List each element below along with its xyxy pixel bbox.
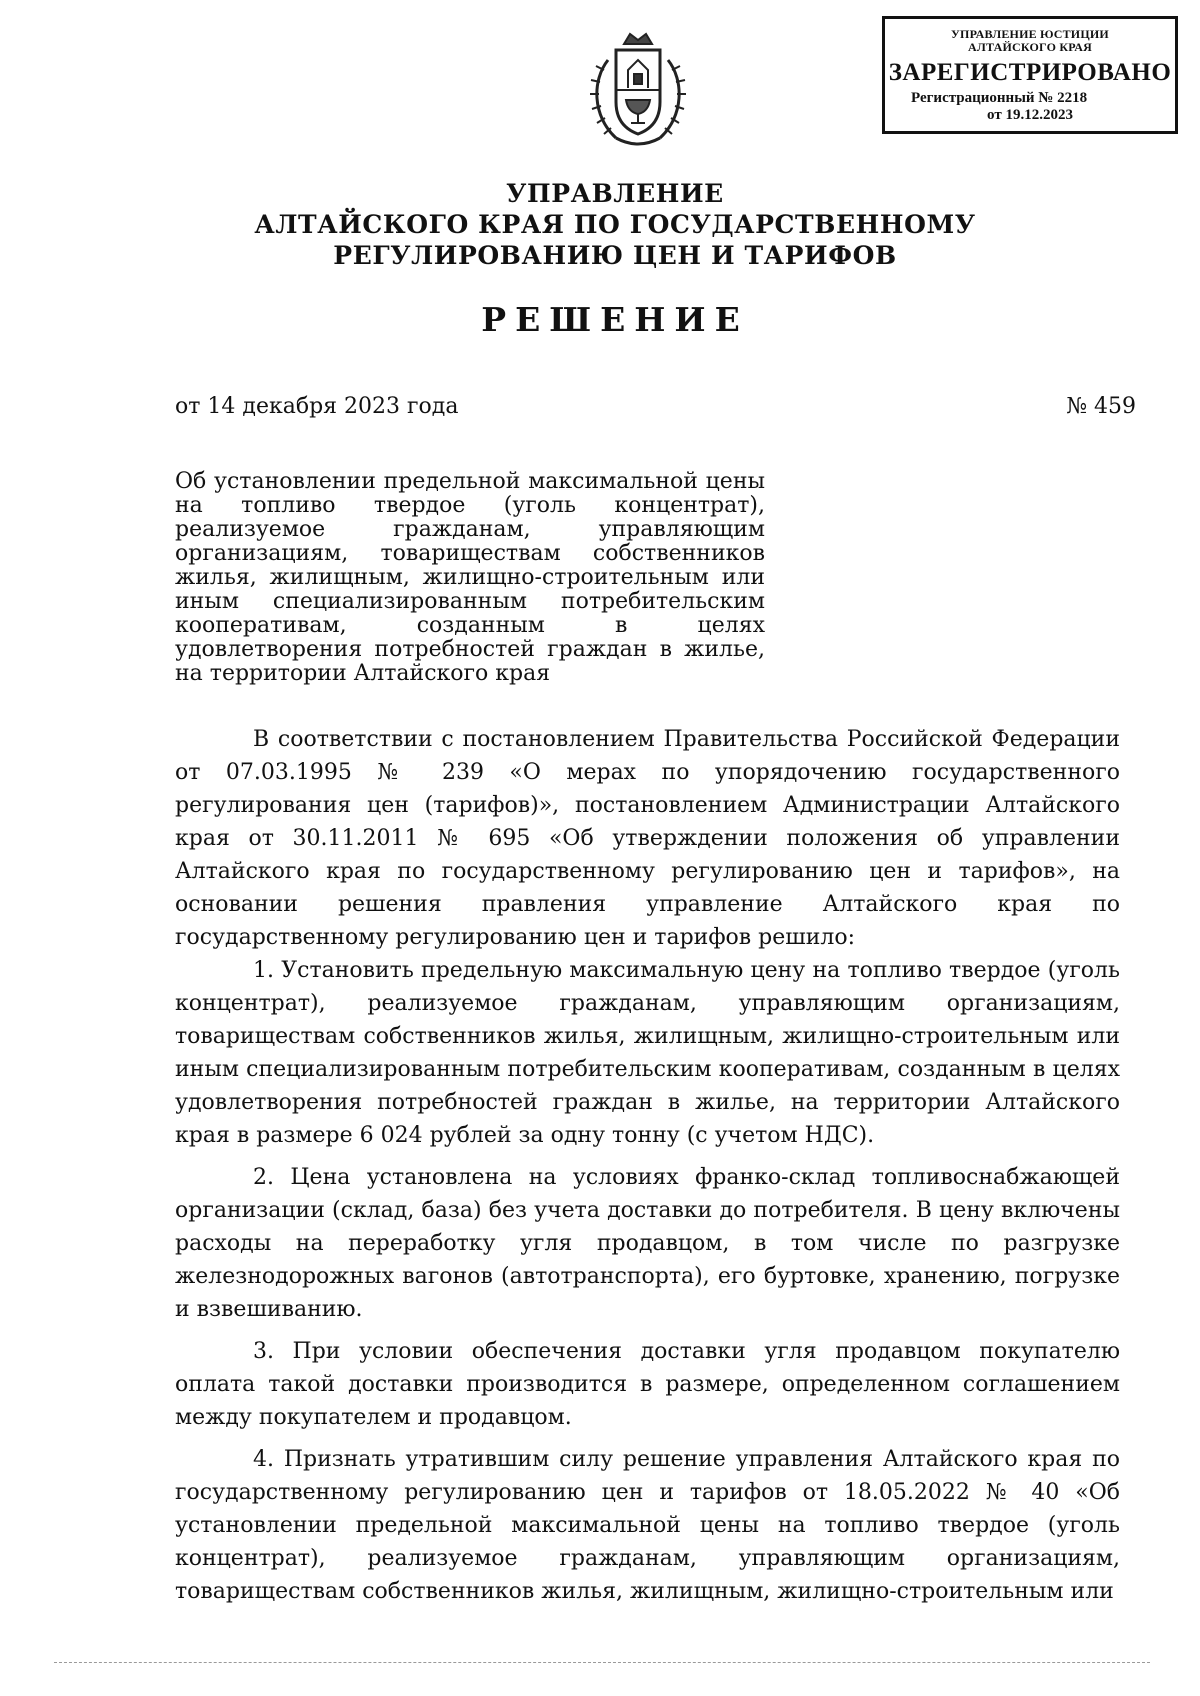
registration-stamp <box>882 16 1178 134</box>
item-1-paragraph: 1. Установить предельную максимальную цену на топливо твердое (уголь концентрат), реализуемое гражданам, управляющим организациям, товариществам собственников жилья, жилищным, жилищно-строительным или иным специализированным потребительским кооперативам, созданным в целях удовлетворения потребностей граждан в жилье, на территории Алтайского края в размере 6 024 рублей за одну тонну (с учетом НДС). <box>175 958 1120 1148</box>
coat-of-arms-icon <box>586 30 690 154</box>
item-4-paragraph: 4. Признать утратившим силу решение управления Алтайского края по государственному регулированию цен и тарифов от 18.05.2022 № 40 «Об установлении предельной максимальной цены на топливо твердое (уголь концентрат), реализуемое гражданам, управляющим организациям, товариществам собственников жилья, жилищным, жилищно-строительным или <box>175 1447 1120 1604</box>
document-type: РЕШЕНИЕ <box>481 300 749 339</box>
document-number: № 459 <box>1066 394 1136 419</box>
scan-edge-divider <box>54 1662 1150 1663</box>
preamble-paragraph: В соответствии с постановлением Правительства Российской Федерации от 07.03.1995 № 239 «О мерах по упорядочению государственного регулирования цен (тарифов)», постановлением Администрации Алтайского края от 30.11.2011 № 695 «Об утверждении положения об управлении Алтайского края по государственному регулированию цен и тарифов», на основании решения правления управление Алтайского края по государственному регулированию цен и тарифов решило: <box>175 727 1120 950</box>
stamp-date: от 19.12.2023 <box>987 107 1073 123</box>
item-2-paragraph: 2. Цена установлена на условиях франко-склад топливоснабжающей организации (склад, база) без учета доставки до потребителя. В цену включены расходы на переработку угля продавцом, в том числе по разгрузке железнодорожных вагонов (автотранспорта), его буртовке, хранению, погрузке и взвешиванию. <box>175 1165 1120 1322</box>
document-date: от 14 декабря 2023 года <box>175 394 459 419</box>
document-body <box>175 723 1120 1608</box>
stamp-agency: УПРАВЛЕНИЕ ЮСТИЦИИ АЛТАЙСКОГО КРАЯ <box>951 27 1109 54</box>
document-subject: Об установлении предельной максимальной цены на топливо твердое (уголь концентрат), реализуемое гражданам, управляющим организациям, товариществам собственников жилья, жилищным, жилищно-строительным или иным специализированным потребительским кооперативам, созданным в целях удовлетворения потребностей граждан в жилье, на территории Алтайского края <box>175 469 765 686</box>
stamp-registration-number: Регистрационный № 2218 <box>911 90 1088 106</box>
stamp-status: ЗАРЕГИСТРИРОВАНО <box>888 59 1172 86</box>
item-3-paragraph: 3. При условии обеспечения доставки угля продавцом покупателю оплата такой доставки производится в размере, определенном соглашением между покупателем и продавцом. <box>175 1339 1120 1430</box>
agency-name: УПРАВЛЕНИЕ АЛТАЙСКОГО КРАЯ ПО ГОСУДАРСТВЕННОМУ РЕГУЛИРОВАНИЮ ЦЕН И ТАРИФОВ <box>254 179 976 270</box>
